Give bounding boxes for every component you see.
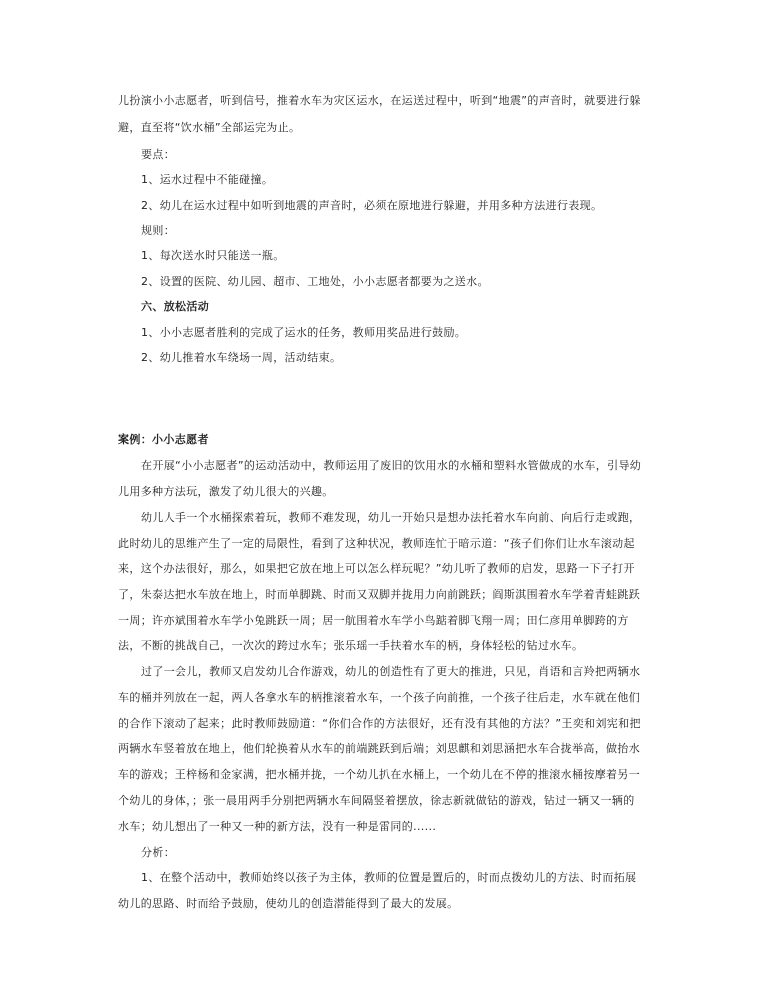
- paragraph-line: 法，不断的挑战自己，一次次的跨过水车；张乐瑶一手扶着水车的柄，身体轻松的钻过水车。: [118, 639, 584, 652]
- section-label-key-points: 要点：: [141, 148, 176, 161]
- section-label-rules: 规则：: [141, 224, 176, 237]
- paragraph-line: 车的桶并列放在一起，两人各拿水车的柄推滚着水车，一个孩子向前推，一个孩子往后走，水车就在他们: [118, 691, 641, 704]
- section-label-analysis: 分析：: [141, 846, 176, 859]
- list-item: 2、幼儿推着水车绕场一周，活动结束。: [141, 351, 342, 364]
- paragraph-line: 过了一会儿，教师又启发幼儿合作游戏，幼儿的创造性有了更大的推进，只见，肖语和言羚把两辆水: [141, 665, 641, 678]
- paragraph-line: 幼儿人手一个水桶探索着玩，教师不难发现，幼儿一开始只是想办法托着水车向前、向后行走或跑，: [141, 511, 641, 524]
- paragraph-line: 儿扮演小小志愿者，听到信号，推着水车为灾区运水，在运送过程中，听到“地震”的声音时，就要进行躲: [118, 94, 641, 107]
- paragraph-line: 此时幼儿的思维产生了一定的局限性，看到了这种状况，教师连忙于暗示道：“孩子们你们让水车滚动起: [118, 537, 635, 550]
- paragraph-line: 儿用多种方法玩，激发了幼儿很大的兴趣。: [118, 485, 334, 498]
- paragraph-line: 的合作下滚动了起来；此时教师鼓励道：“你们合作的方法很好，还有没有其他的方法？”王奕和刘宪和把: [118, 717, 641, 730]
- paragraph-line: 在开展“小小志愿者”的运动活动中，教师运用了废旧的饮用水的水桶和塑料水管做成的水车，引导幼: [141, 459, 642, 472]
- paragraph-line: 来，这个办法很好，那么，如果把它放在地上可以怎么样玩呢？”幼儿听了教师的启发，思路一下子打开: [118, 562, 635, 575]
- paragraph-line: 两辆水车竖着放在地上，他们轮换着从水车的前端跳跃到后端；刘思麒和刘思涵把水车合拢举高，做抬水: [118, 742, 641, 755]
- list-item: 2、设置的医院、幼儿园、超市、工地处，小小志愿者都要为之送水。: [141, 275, 489, 288]
- list-item: 1、每次送水时只能送一瓶。: [141, 249, 285, 262]
- list-item: 2、幼儿在运水过程中如听到地震的声音时，必须在原地进行躲避，并用多种方法进行表现。: [141, 199, 603, 212]
- paragraph-line: 避，直至将“饮水桶”全部运完为止。: [118, 121, 301, 134]
- list-item: 1、小小志愿者胜利的完成了运水的任务，教师用奖品进行鼓励。: [141, 326, 467, 339]
- paragraph-line: 了，朱泰达把水车放在地上，时而单脚跳、时而又双脚并拢用力向前跳跃；阎斯淇围着水车学着青蛙跳跃: [118, 588, 641, 601]
- case-heading: 案例：小小志愿者: [118, 433, 209, 446]
- paragraph-line: 个幼儿的身体，；张一晨用两手分别把两辆水车间隔竖着摆放，徐志新就做钻的游戏，钻过一辆又一辆的: [118, 794, 635, 807]
- paragraph-line: 一周；许亦斌围着水车学小兔跳跃一周；居一航围着水车学小鸟踮着脚飞翔一周；田仁彦用单脚跨的方: [118, 614, 629, 627]
- list-item: 1、运水过程中不能碰撞。: [141, 173, 274, 186]
- paragraph-line: 水车；幼儿想出了一种又一种的新方法，没有一种是雷同的......: [118, 820, 437, 833]
- paragraph-line: 1、在整个活动中，教师始终以孩子为主体，教师的位置是置后的，时而点拨幼儿的方法、时而拓展: [141, 871, 637, 884]
- paragraph-line: 幼儿的思路、时而给予鼓励，使幼儿的创造潜能得到了最大的发展。: [118, 897, 459, 910]
- section-heading: 六、放松活动: [141, 300, 210, 313]
- paragraph-line: 车的游戏；王梓杨和金家满，把水桶并拢，一个幼儿扒在水桶上，一个幼儿在不停的推滚水桶按摩着另一: [118, 768, 641, 781]
